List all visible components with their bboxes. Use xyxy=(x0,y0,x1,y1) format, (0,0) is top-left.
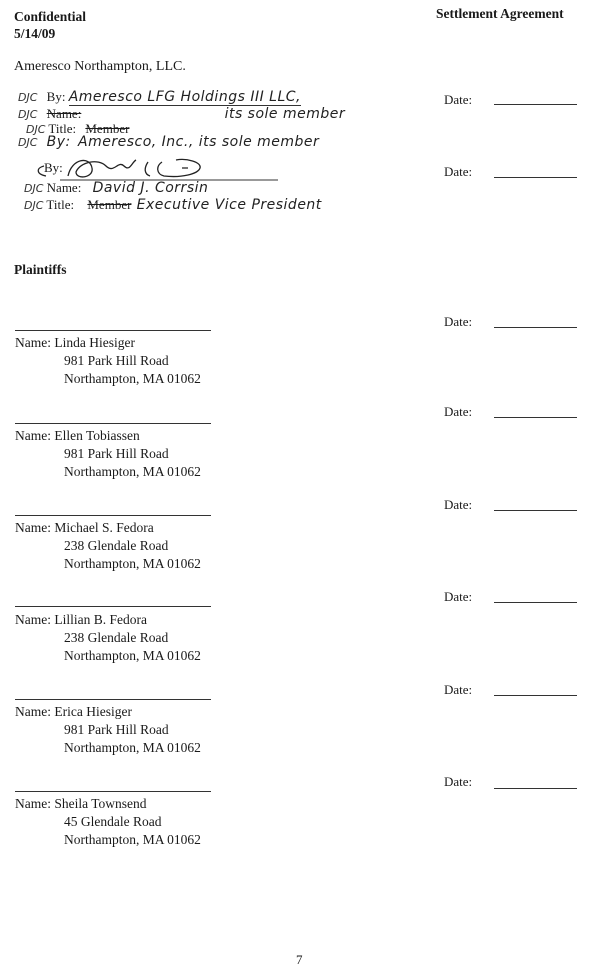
initials: DJC xyxy=(26,123,46,136)
date-field[interactable] xyxy=(494,417,577,418)
plaintiff-name: Sheila Townsend xyxy=(54,796,147,811)
document-date: 5/14/09 xyxy=(14,26,56,41)
name2-label: Name: xyxy=(46,180,82,195)
header-block xyxy=(14,8,86,42)
signature-line[interactable] xyxy=(15,423,211,424)
name-label: Name: xyxy=(15,796,51,811)
by2-handwritten: Ameresco, Inc., its sole member xyxy=(78,134,320,150)
signature-line[interactable] xyxy=(15,699,211,700)
date-field[interactable] xyxy=(494,104,577,105)
plaintiff-name: Erica Hiesiger xyxy=(54,704,132,719)
date-field[interactable] xyxy=(494,510,577,511)
plaintiff-name-row xyxy=(15,519,154,538)
by-label: By: xyxy=(46,89,66,104)
plaintiff-city: Northampton, MA 01062 xyxy=(64,648,201,663)
by3-label: By: xyxy=(44,160,63,175)
signature-row-name2 xyxy=(24,180,208,196)
plaintiff-name-row xyxy=(15,611,147,630)
plaintiff-name: Ellen Tobiassen xyxy=(54,428,140,443)
title2-handwritten: Executive Vice President xyxy=(136,197,322,213)
date-label: Date: xyxy=(444,682,473,697)
confidential-label: Confidential xyxy=(14,9,87,24)
title2-struck: Member xyxy=(87,197,132,212)
signature-line[interactable] xyxy=(15,330,211,331)
title-label: Title: xyxy=(48,121,77,136)
date-label: Date: xyxy=(444,314,473,329)
signature-line[interactable] xyxy=(15,606,211,607)
name-label: Name: xyxy=(15,335,51,350)
plaintiff-street: 238 Glendale Road xyxy=(64,538,169,553)
name-handwritten: its sole member xyxy=(224,106,346,122)
handwritten-signature xyxy=(32,152,282,182)
date-label: Date: xyxy=(444,164,473,179)
plaintiff-name-row xyxy=(15,795,147,814)
title-struck: Member xyxy=(85,121,130,136)
date-label: Date: xyxy=(444,589,473,604)
date-field[interactable] xyxy=(494,788,577,789)
plaintiff-name: Lillian B. Fedora xyxy=(54,612,147,627)
date-field[interactable] xyxy=(494,327,577,328)
initials: DJC xyxy=(24,199,44,212)
initials: DJC xyxy=(18,136,38,149)
plaintiff-city: Northampton, MA 01062 xyxy=(64,464,201,479)
company-name: Ameresco Northampton, LLC. xyxy=(14,59,186,74)
date-label: Date: xyxy=(444,404,473,419)
by2-label: By: xyxy=(46,134,71,150)
plaintiff-name: Michael S. Fedora xyxy=(54,520,154,535)
signature-row-name xyxy=(18,106,345,122)
signature-row-title2 xyxy=(24,197,322,213)
name-label: Name: xyxy=(15,612,51,627)
name-label: Name: xyxy=(46,106,82,121)
plaintiff-city: Northampton, MA 01062 xyxy=(64,371,201,386)
date-label: Date: xyxy=(444,92,473,107)
plaintiff-city: Northampton, MA 01062 xyxy=(64,556,201,571)
plaintiff-city: Northampton, MA 01062 xyxy=(64,740,201,755)
document-title: Settlement Agreement xyxy=(436,6,564,21)
title2-label: Title: xyxy=(46,197,75,212)
plaintiff-name: Linda Hiesiger xyxy=(54,335,135,350)
date-field[interactable] xyxy=(494,695,577,696)
name2-handwritten: David J. Corrsin xyxy=(92,180,209,196)
date-field[interactable] xyxy=(494,177,577,178)
date-label: Date: xyxy=(444,497,473,512)
plaintiff-street: 981 Park Hill Road xyxy=(64,446,169,461)
name-label: Name: xyxy=(15,520,51,535)
plaintiff-street: 981 Park Hill Road xyxy=(64,353,169,368)
page-number: 7 xyxy=(296,952,303,967)
date-label: Date: xyxy=(444,774,473,789)
initials: DJC xyxy=(18,91,38,104)
signature-row-by2 xyxy=(18,134,319,150)
date-field[interactable] xyxy=(494,602,577,603)
by-handwritten: Ameresco LFG Holdings III LLC, xyxy=(68,89,301,105)
name-label: Name: xyxy=(15,704,51,719)
plaintiff-name-row xyxy=(15,703,132,722)
name-label: Name: xyxy=(15,428,51,443)
signature-line[interactable] xyxy=(15,791,211,792)
plaintiffs-heading: Plaintiffs xyxy=(14,262,67,277)
plaintiff-name-row xyxy=(15,427,140,446)
plaintiff-city: Northampton, MA 01062 xyxy=(64,832,201,847)
plaintiff-name-row xyxy=(15,334,135,353)
plaintiff-street: 981 Park Hill Road xyxy=(64,722,169,737)
signature-row-by xyxy=(18,89,301,105)
signature-line[interactable] xyxy=(15,515,211,516)
initials: DJC xyxy=(24,182,44,195)
plaintiff-street: 45 Glendale Road xyxy=(64,814,162,829)
initials: DJC xyxy=(18,108,38,121)
plaintiff-street: 238 Glendale Road xyxy=(64,630,169,645)
